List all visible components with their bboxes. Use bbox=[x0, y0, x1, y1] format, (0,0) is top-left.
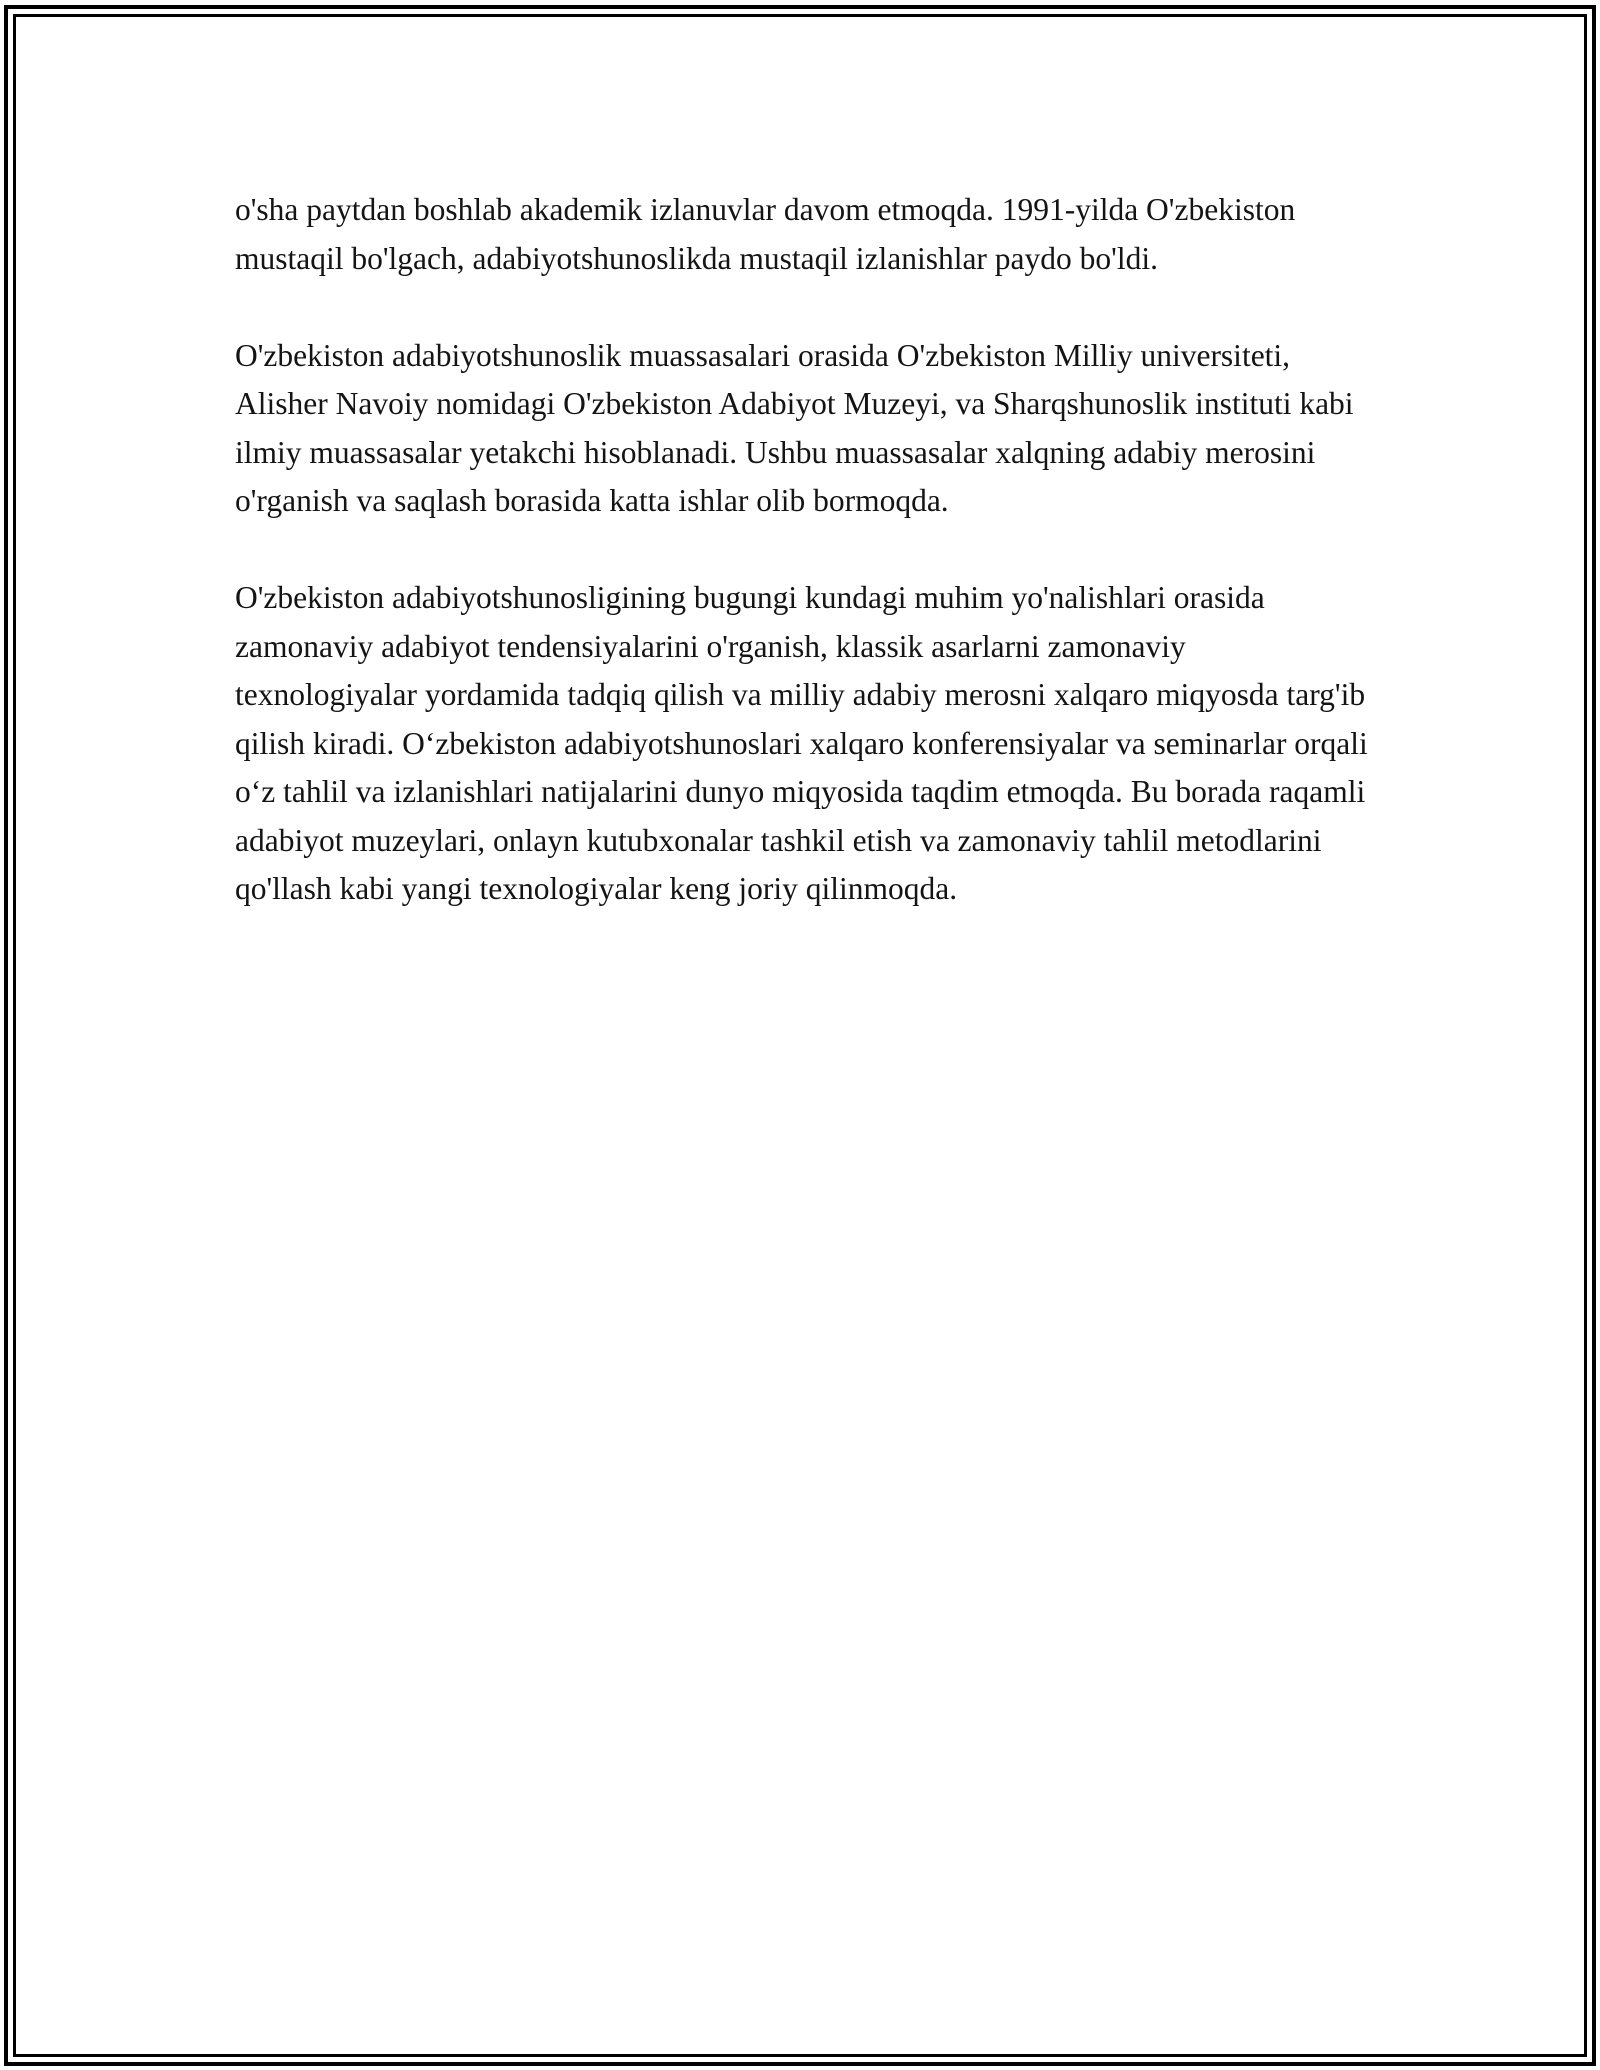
paragraph-2: O'zbekiston adabiyotshunoslik muassasalari orasida O'zbekiston Milliy universiteti, Alisher Navoiy nomidagi O'zbekiston Adabiyot Muzeyi, va Sharqshunoslik instituti kabi ilmiy muassasalar yetakchi hisoblanadi. Ushbu muassasalar xalqning adabiy merosini o'rganish va saqlash borasida katta ishlar olib bormoqda. bbox=[235, 337, 1354, 518]
paragraph-3: O'zbekiston adabiyotshunosligining bugungi kundagi muhim yo'nalishlari orasida zamonaviy adabiyot tendensiyalarini o'rganish, klassik asarlarni zamonaviy texnologiyalar yordamida tadqiq qilish va milliy adabiy merosni xalqaro miqyosda targ'ib qilish kiradi. O‘zbekiston adabiyotshunoslari xalqaro konferensiyalar va seminarlar orqali o‘z tahlil va izlanishlari natijalarini dunyo miqyosida taqdim etmoqda. Bu borada raqamli adabiyot muzeylari, onlayn kutubxonalar tashkil etish va zamonaviy tahlil metodlarini qo'llash kabi yangi texnologiyalar keng joriy qilinmoqda. bbox=[235, 580, 1368, 906]
document-body bbox=[235, 186, 1375, 962]
paragraph-1: o'sha paytdan boshlab akademik izlanuvlar davom etmoqda. 1991-yilda O'zbekiston mustaqil bo'lgach, adabiyotshunoslikda mustaqil izlanishlar paydo bo'ldi. bbox=[235, 192, 1296, 276]
